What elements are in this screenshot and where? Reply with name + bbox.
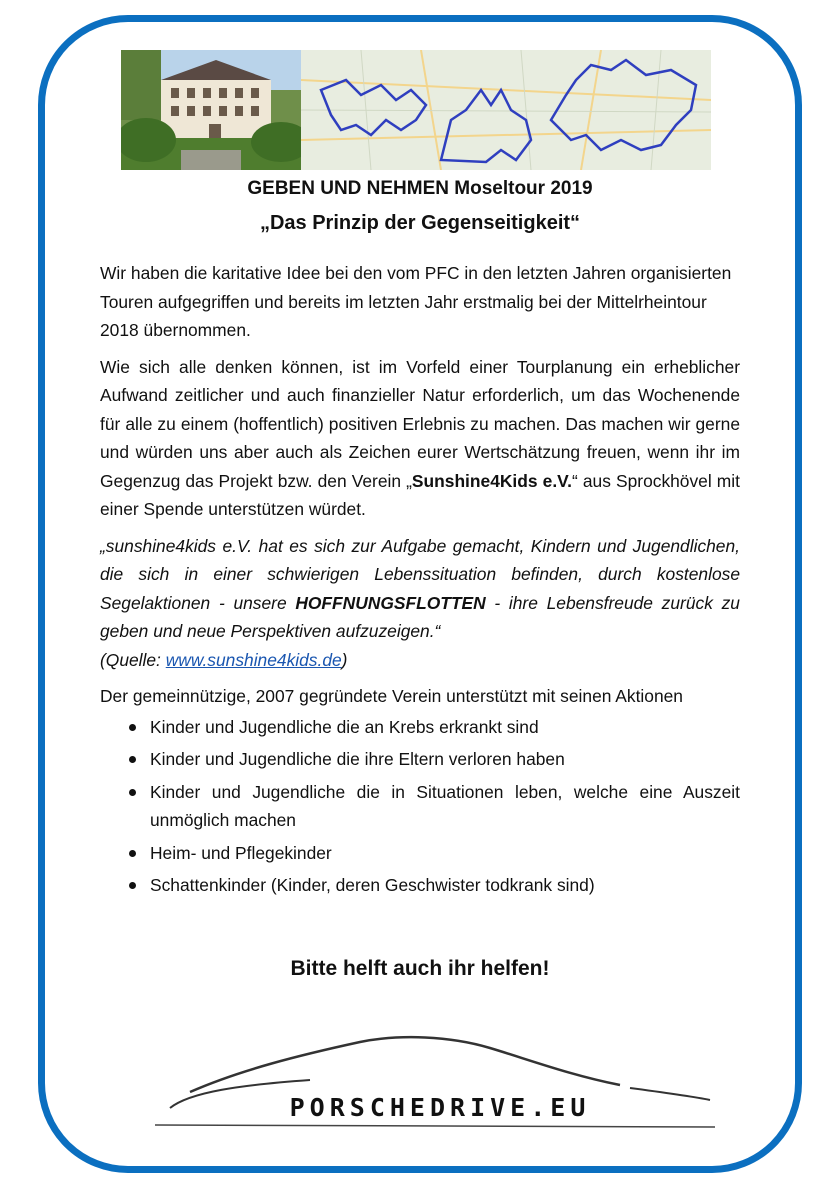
logo-text: PORSCHEDRIVE.EU [289,1093,591,1122]
source-prefix: (Quelle: [100,649,166,670]
list-item [100,871,740,900]
header-images [121,50,711,170]
bullet-icon [129,756,136,763]
quote-text-end: - ihre Lebensfreude zurück zu geben und neue Perspektiven aufzuzeigen.“ [100,592,740,641]
list-item-text: Kinder und Jugendliche die ihre Eltern verloren haben [150,749,565,769]
intro-paragraph: Wir haben die karitative Idee bei den vom PFC in den letzten Jahren organisierten Touren aufgegriffen und bereits im letzten Jahr erstmalig bei der Mittelrheintour 2018 übernommen. [100,263,732,340]
donation-paragraph [100,353,740,524]
call-to-action: Bitte helft auch ihr helfen! [290,957,550,980]
bullet-icon [129,850,136,857]
route-map [301,50,711,170]
main-content [100,259,740,904]
bullet-icon [129,882,136,889]
list-item [100,713,740,742]
list-item [100,839,740,868]
source-suffix: ) [341,649,348,670]
support-list [100,713,740,900]
list-item [100,778,740,835]
bullet-icon [129,789,136,796]
quote-paragraph [100,532,740,675]
hotel-photo [121,50,301,170]
list-item-text: Kinder und Jugendliche die an Krebs erkrankt sind [150,716,539,737]
porschedrive-logo [150,1030,720,1135]
quote-text-start: „sunshine4kids e.V. hat es sich zur Aufgabe gemacht, Kindern und Jugendlichen, die sich in einer schwierigen Lebenssituation befinden, durch kostenlose Segelaktionen - unsere [100,535,740,613]
support-paragraph: Der gemeinnützige, 2007 gegründete Verein unterstützt mit seinen Aktionen [100,686,683,706]
page-subtitle: „Das Prinzip der Gegenseitigkeit“ [259,212,581,234]
list-item [100,745,740,774]
donation-text-start: Wie sich alle denken können, ist im Vorfeld einer Tourplanung ein erheblicher Aufwand zeitlicher und auch finanzieller Natur erforderlich, um das Wochenende für alle zu einem (hoffentlich) positiven Erlebnis zu machen. Das machen wir gerne und würden uns aber auch als Zeichen eurer Wertschätzung freuen, wenn ihr im Gegenzug das Projekt bzw. den Verein „ [100,356,740,491]
page-title: GEBEN UND NEHMEN Moseltour 2019 [247,178,593,199]
list-item-text: Heim- und Pflegekinder [150,842,332,863]
list-item-text: Kinder und Jugendliche die in Situationen leben, welche eine Auszeit unmöglich machen [150,781,740,830]
quote-highlight: HOFFNUNGSFLOTTEN [295,592,486,613]
bullet-icon [129,724,136,731]
source-link[interactable]: www.sunshine4kids.de [165,649,342,670]
donation-text-end: “ aus Sprockhövel mit einer Spende unterstützen würdet. [100,470,740,519]
association-name: Sunshine4Kids e.V. [411,470,572,491]
list-item-text: Schattenkinder (Kinder, deren Geschwister todkrank sind) [150,875,595,895]
